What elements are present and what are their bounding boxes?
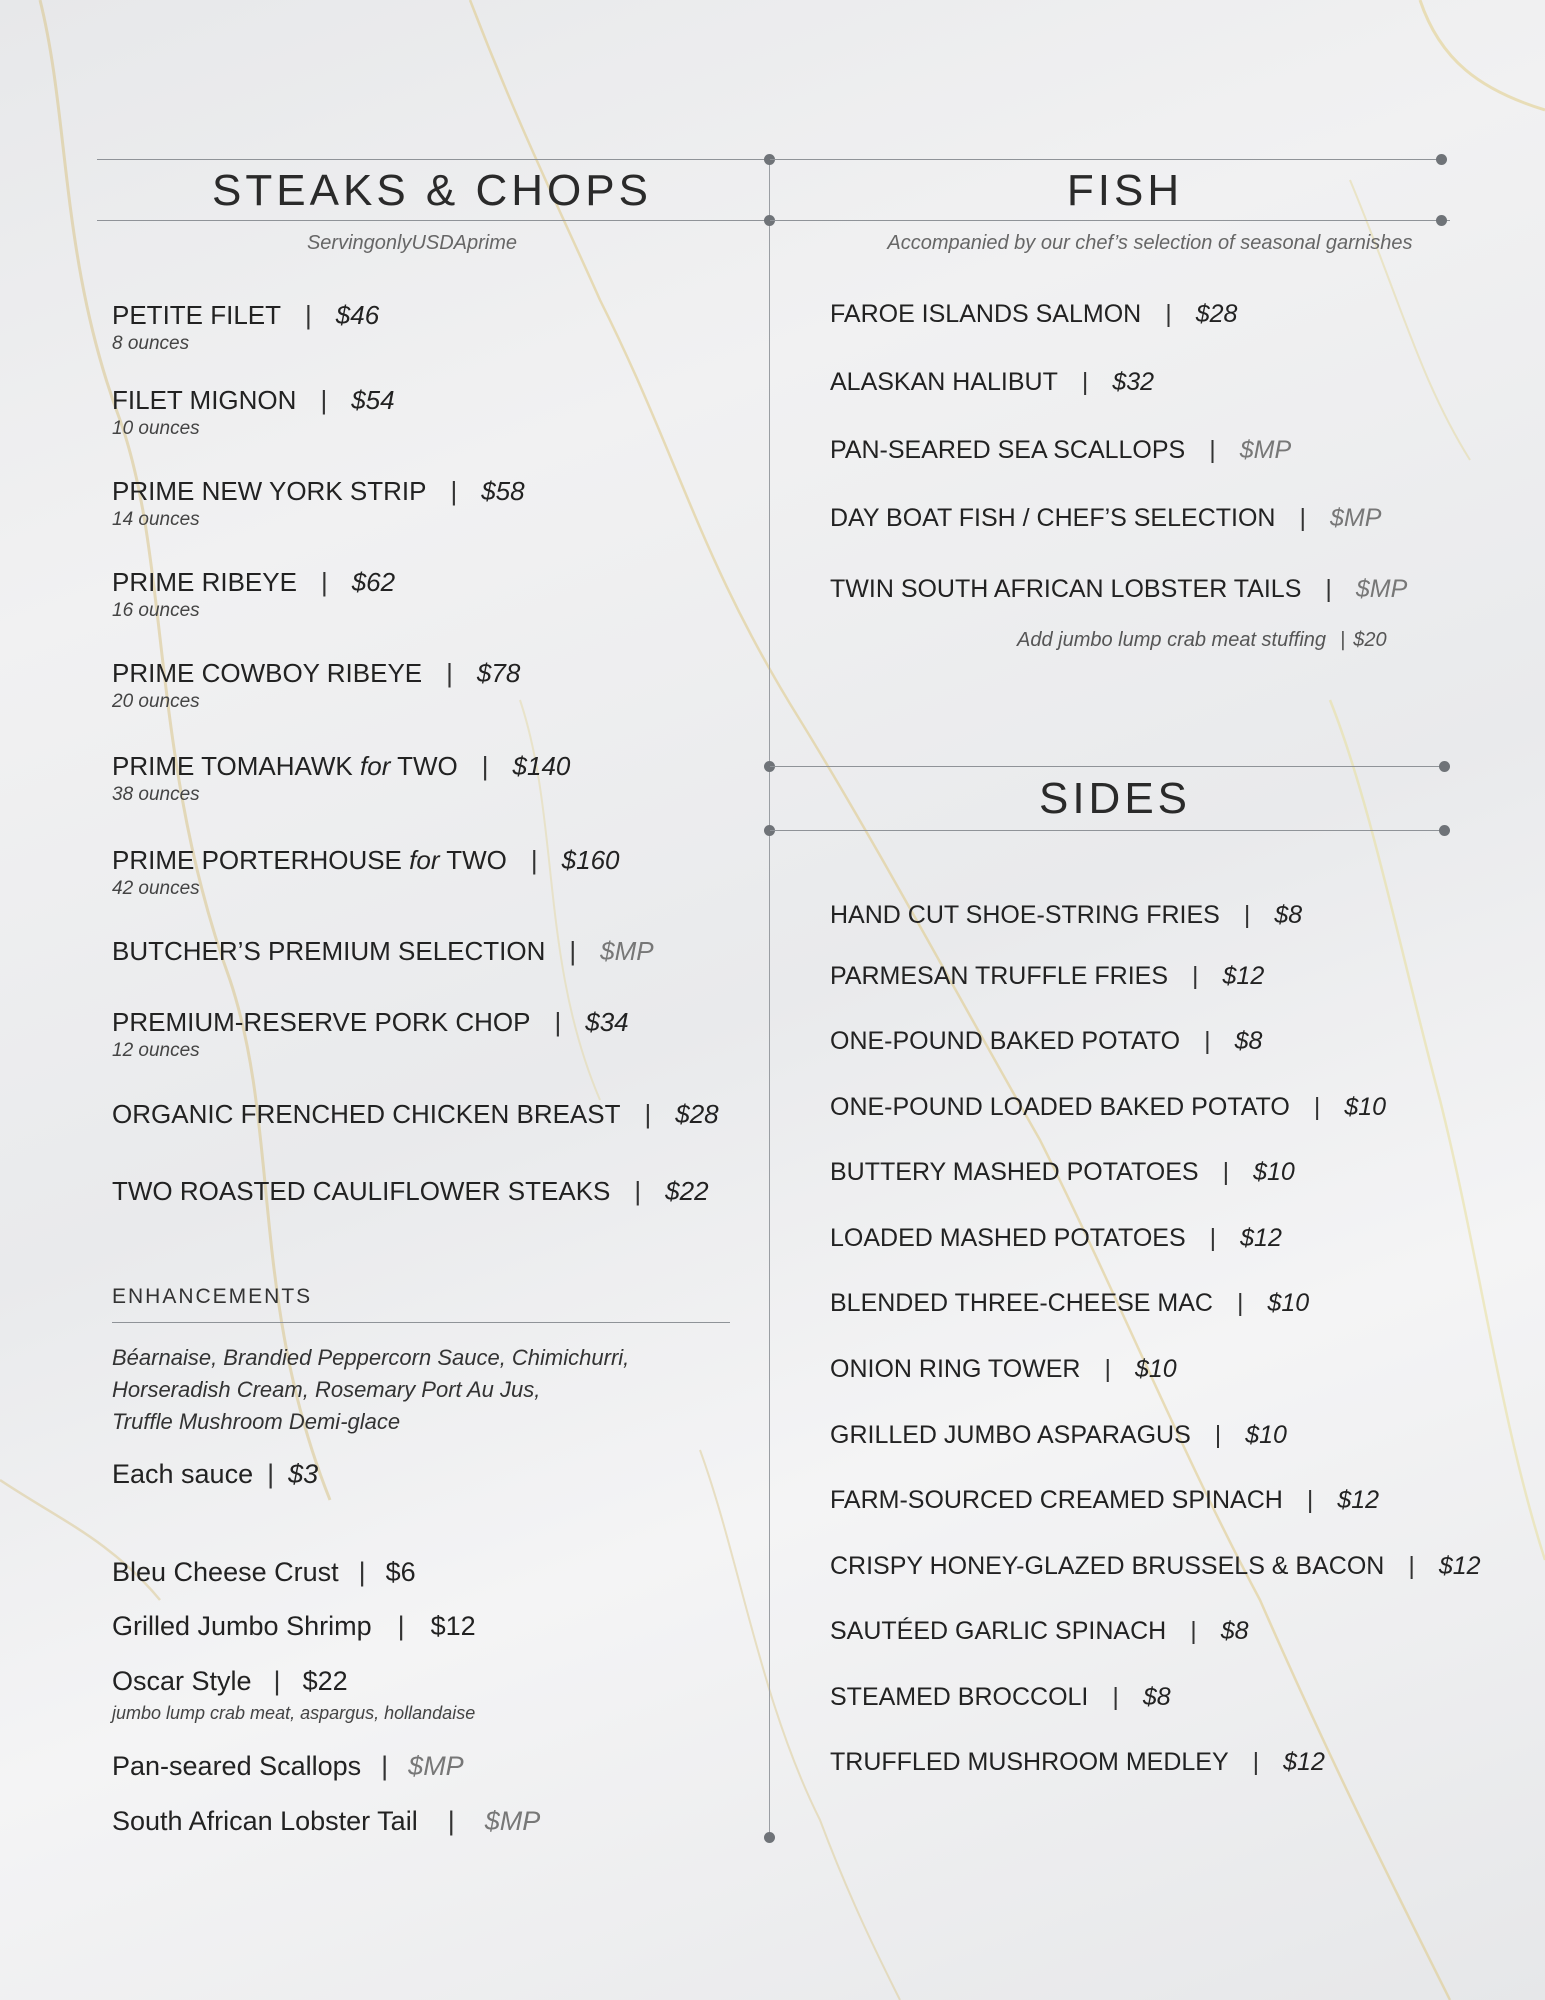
- menu-item: TWO ROASTED CAULIFLOWER STEAKS | $22: [112, 1176, 709, 1206]
- enhancement-item: Pan-seared Scallops | $MP: [112, 1751, 464, 1781]
- menu-item: BUTCHER’S PREMIUM SELECTION | $MP: [112, 936, 654, 966]
- sides-title: SIDES: [1038, 774, 1192, 823]
- steaks-subtitle: ServingonlyUSDAprime: [306, 232, 518, 254]
- rule-end-dot: [1439, 761, 1450, 772]
- menu-item: PREMIUM-RESERVE PORK CHOP | $34 12 ounces: [112, 1007, 629, 1061]
- menu-item: ORGANIC FRENCHED CHICKEN BREAST | $28: [112, 1099, 719, 1129]
- menu-item: PRIME NEW YORK STRIP | $58 14 ounces: [112, 476, 525, 530]
- rule-end-dot: [1439, 825, 1450, 836]
- steaks-top-rule: [97, 159, 767, 160]
- menu-item: FARM-SOURCED CREAMED SPINACH | $12: [830, 1486, 1380, 1514]
- enhancement-item: South African Lobster Tail | $MP: [112, 1806, 541, 1836]
- enhancement-item: Grilled Jumbo Shrimp | $12: [112, 1611, 476, 1641]
- menu-item: CRISPY HONEY-GLAZED BRUSSELS & BACON | $12: [830, 1552, 1481, 1580]
- menu-item: PRIME TOMAHAWK for TWO | $140 38 ounces: [112, 751, 571, 805]
- menu-item: BLENDED THREE-CHEESE MAC | $10: [830, 1289, 1310, 1317]
- menu-item: BUTTERY MASHED POTATOES | $10: [830, 1158, 1295, 1186]
- menu-item: PAN-SEARED SEA SCALLOPS | $MP: [830, 436, 1292, 464]
- menu-item: ONE-POUND LOADED BAKED POTATO | $10: [830, 1093, 1387, 1121]
- menu-item: STEAMED BROCCOLI | $8: [830, 1683, 1171, 1711]
- menu-item: ONE-POUND BAKED POTATO | $8: [830, 1027, 1263, 1055]
- menu-item: PRIME COWBOY RIBEYE | $78 20 ounces: [112, 658, 521, 712]
- enhancements-rule: [112, 1322, 730, 1323]
- menu-item: ONION RING TOWER | $10: [830, 1355, 1177, 1383]
- menu-item: ALASKAN HALIBUT | $32: [830, 368, 1155, 396]
- menu-item: FAROE ISLANDS SALMON | $28: [830, 300, 1238, 328]
- rule-end-dot: [1436, 154, 1447, 165]
- menu-item: SAUTÉED GARLIC SPINACH | $8: [830, 1617, 1249, 1645]
- fish-subtitle: Accompanied by our chef’s selection of seasonal garnishes: [887, 232, 1413, 254]
- menu-item: PRIME RIBEYE | $62 16 ounces: [112, 567, 396, 621]
- enhancement-item: Oscar Style | $22: [112, 1666, 348, 1696]
- enhancements-heading: ENHANCEMENTS: [112, 1285, 313, 1308]
- enhancement-note: jumbo lump crab meat, aspargus, hollandaise: [112, 1703, 476, 1723]
- enhancement-item: Bleu Cheese Crust | $6: [112, 1557, 416, 1587]
- menu-item: HAND CUT SHOE-STRING FRIES | $8: [830, 901, 1303, 929]
- fish-title: FISH: [1066, 166, 1184, 215]
- sides-top-rule: [770, 766, 1444, 767]
- rule-end-dot: [1436, 215, 1447, 226]
- column-divider: [769, 160, 770, 1838]
- menu-item: DAY BOAT FISH / CHEF’S SELECTION | $MP: [830, 504, 1382, 532]
- fish-bottom-rule: [770, 220, 1450, 221]
- menu-item: TRUFFLED MUSHROOM MEDLEY | $12: [830, 1748, 1325, 1776]
- steaks-title: STEAKS & CHOPS: [212, 166, 652, 215]
- menu-item: TWIN SOUTH AFRICAN LOBSTER TAILS | $MP: [830, 575, 1408, 603]
- steaks-bottom-rule: [97, 220, 767, 221]
- menu-item: LOADED MASHED POTATOES | $12: [830, 1224, 1282, 1252]
- fish-top-rule: [770, 159, 1442, 160]
- menu-item: PARMESAN TRUFFLE FRIES | $12: [830, 962, 1265, 990]
- each-sauce-price: Each sauce | $3: [112, 1459, 319, 1489]
- menu-item: PRIME PORTERHOUSE for TWO | $160 42 ounces: [112, 845, 620, 899]
- sauce-list: Béarnaise, Brandied Peppercorn Sauce, Chimichurri, Horseradish Cream, Rosemary Port Au Jus, Truffle Mushroom Demi-glace: [112, 1345, 630, 1434]
- menu-item: FILET MIGNON | $54 10 ounces: [112, 385, 395, 439]
- menu-item: PETITE FILET | $46 8 ounces: [112, 300, 380, 354]
- menu-item: GRILLED JUMBO ASPARAGUS | $10: [830, 1421, 1287, 1449]
- sides-bottom-rule: [770, 830, 1444, 831]
- divider-dot: [764, 1832, 775, 1843]
- fish-addon: Add jumbo lump crab meat stuffing | $20: [1017, 629, 1387, 651]
